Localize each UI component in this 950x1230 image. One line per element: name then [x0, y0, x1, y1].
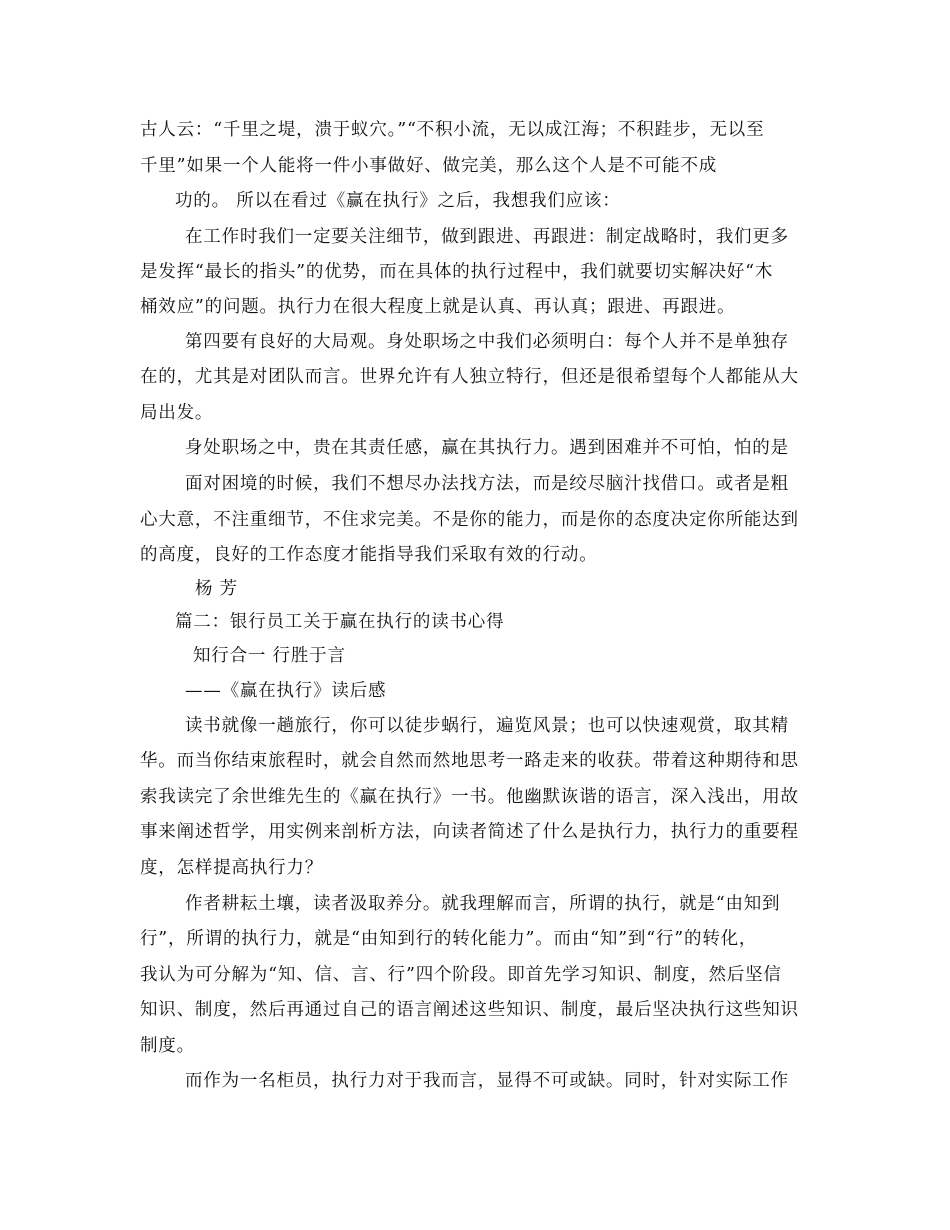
text-line: 读书就像一趟旅行，你可以徒步蜗行，遍览风景；也可以快速观赏，取其精: [185, 716, 789, 736]
text-line: 桶效应”的问题。执行力在很大程度上就是认真、再认真；跟进、再跟进。: [140, 297, 736, 317]
text-line: 古人云：“千里之堤，溃于蚁穴。”“不积小流，无以成江海；不积跬步，无以至: [140, 120, 765, 140]
text-line: 局出发。: [140, 403, 214, 423]
text-line: 事来阐述哲学，用实例来剖析方法，向读者简述了什么是执行力，执行力的重要程: [140, 822, 799, 842]
author-name: 杨 芳: [195, 579, 238, 599]
text-line: 知识、制度，然后再通过自己的语言阐述这些知识、制度，最后坚决执行这些知识: [140, 1000, 799, 1020]
text-line: 制度。: [140, 1036, 195, 1056]
article-subtitle: ——《赢在执行》读后感: [185, 681, 387, 701]
text-line: 第四要有良好的大局观。身处职场之中我们必须明白：每个人并不是单独存: [185, 332, 789, 352]
text-line: 千里”如果一个人能将一件小事做好、做完美，那么这个人是不可能不成: [140, 156, 718, 176]
text-line: 度，怎样提高执行力？: [140, 858, 323, 878]
text-line: 我认为可分解为“知、信、言、行”四个阶段。即首先学习知识、制度，然后坚信: [140, 965, 782, 985]
text-line: 而作为一名柜员，执行力对于我而言，显得不可或缺。同时，针对实际工作: [185, 1071, 789, 1091]
section-heading: 篇二：银行员工关于赢在执行的读书心得: [175, 612, 505, 632]
text-line: 面对困境的时候，我们不想尽办法找方法，而是绞尽脑汁找借口。或者是粗: [185, 474, 789, 494]
text-line: 作者耕耘土壤，读者汲取养分。就我理解而言，所谓的执行，就是“由知到: [185, 894, 781, 914]
text-line: 是发挥“最长的指头”的优势，而在具体的执行过程中，我们就要切实解决好“木: [140, 262, 774, 282]
text-line: 的高度，良好的工作态度才能指导我们采取有效的行动。: [140, 545, 598, 565]
text-line: 华。而当你结束旅程时，就会自然而然地思考一路走来的收获。带着这种期待和思: [140, 751, 799, 771]
text-line: 在工作时我们一定要关注细节，做到跟进、再跟进：制定战略时，我们更多: [185, 227, 789, 247]
text-line: 功的。 所以在看过《赢在执行》之后，我想我们应该：: [175, 191, 621, 211]
text-line: 在的，尤其是对团队而言。世界允许有人独立特行，但还是很希望每个人都能从大: [140, 367, 799, 387]
text-line: 行”，所谓的执行力，就是“由知到行的转化能力”。而由“知”到“行”的转化，: [140, 929, 758, 949]
text-line: 身处职场之中，贵在其责任感，赢在其执行力。遇到困难并不可怕，怕的是: [185, 438, 789, 458]
text-line: 心大意，不注重细节，不住求完美。不是你的能力，而是你的态度决定你所能达到: [140, 510, 799, 530]
article-title: 知行合一 行胜于言: [193, 646, 346, 666]
text-line: 索我读完了余世维先生的《赢在执行》一书。他幽默诙谐的语言，深入浅出，用故: [140, 787, 799, 807]
